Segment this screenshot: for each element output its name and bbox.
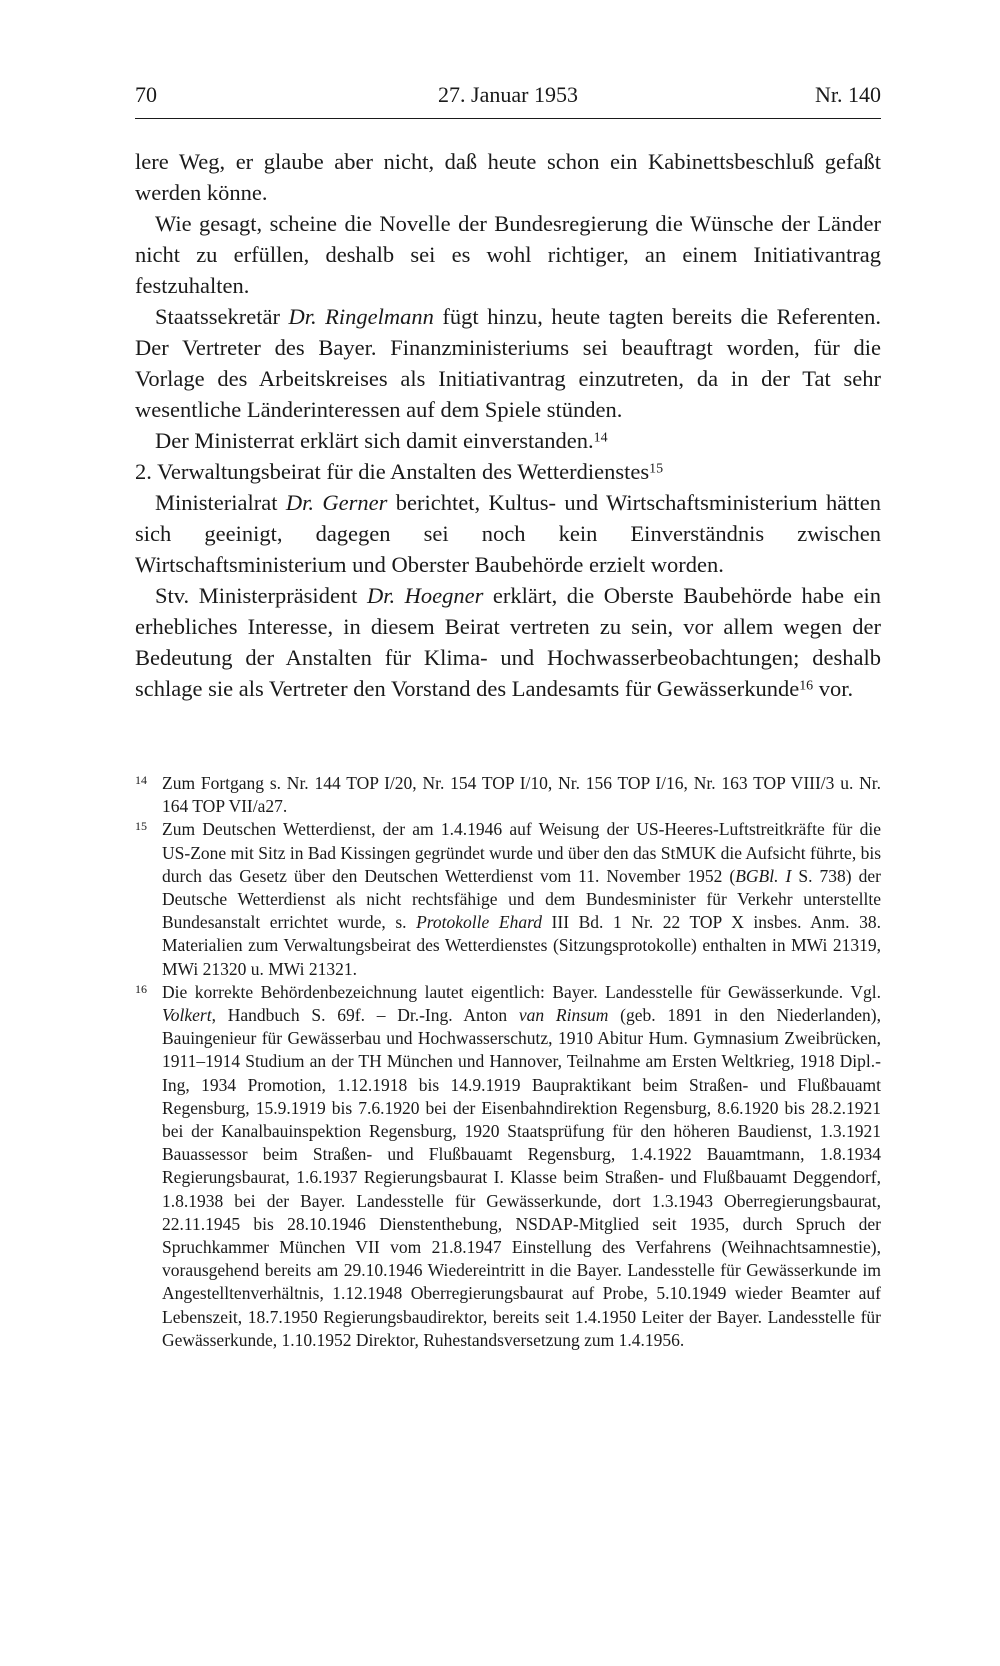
footnote-text: Zum Deutschen Wetterdienst, der am 1.4.1946 auf Weisung der US-Heeres-Luftstreitkräfte für die US-Zone mit Sitz in Bad Kissingen gegründet wurde und über den das StMUK die Aufsicht führte, bis durch das Gesetz über den Deutschen Wetterdienst vom 11. November 1952 (BGBl. I S. 738) der Deutsche Wetterdienst als nicht rechtsfähige und dem Bundesminister für Verkehr unterstellte Bundesanstalt errichtet wurde, s. Protokolle Ehard III Bd. 1 Nr. 22 TOP X insbes. Anm. 38. Materialien zum Verwaltungsbeirat des Wetterdienstes (Sitzungsprotokolle) enthalten in MWi 21319, MWi 21320 u. MWi 21321.	[162, 819, 881, 979]
header-date: 27. Januar 1953	[438, 82, 578, 107]
footnote-reference[interactable]: 16	[799, 678, 814, 694]
main-text	[135, 146, 881, 704]
paragraph: Stv. Ministerpräsident Dr. Hoegner erklärt, die Oberste Baubehörde habe ein erhebliches Interesse, in diesem Beirat vertreten zu sein, vor allem wegen der Bedeutung der Anstalten für Klima- und Hochwasserbeobachtungen; deshalb schlage sie als Vertreter den Vorstand des Landesamts für Gewässerkunde$^{16}$ vor.	[135, 583, 882, 701]
paragraph: lere Weg, er glaube aber nicht, daß heute schon ein Kabinettsbeschluß gefaßt werden könne.	[135, 149, 881, 205]
agenda-item-heading: 2. Verwaltungsbeirat für die Anstalten des Wetterdienstes$^{15}$	[135, 459, 664, 484]
page-number: 70	[135, 82, 157, 107]
paragraph: Staatssekretär Dr. Ringelmann fügt hinzu, heute tagten bereits die Referenten. Der Vertreter des Bayer. Finanzministeriums sei beauftragt worden, für die Vorlage des Arbeitskreises als Initiativantrag einzutreten, da in der Tat sehr wesentliche Länderinteressen auf dem Spiele stünden.	[135, 304, 881, 422]
footnotes	[135, 772, 881, 1352]
footnote-number: 15	[135, 819, 147, 834]
running-header	[135, 82, 881, 119]
speaker-name: Dr. Gerner	[285, 490, 388, 515]
document-number: Nr. 140	[815, 82, 881, 107]
footnote-reference[interactable]: 15	[649, 461, 664, 477]
footnote-number: 16	[135, 981, 147, 996]
paragraph: Der Ministerrat erklärt sich damit einverstanden.$^{14}$	[155, 428, 608, 453]
speaker-name: Dr. Ringelmann	[288, 304, 434, 329]
paragraph: Wie gesagt, scheine die Novelle der Bundesregierung die Wünsche der Länder nicht zu erfüllen, deshalb sei es wohl richtiger, an einem Initiativantrag festzuhalten.	[135, 211, 881, 298]
footnote-text: Die korrekte Behördenbezeichnung lautet eigentlich: Bayer. Landesstelle für Gewässerkunde. Vgl. Volkert, Handbuch S. 69f. – Dr.-Ing. Anton van Rinsum (geb. 1891 in den Niederlanden), Bauingenieur für Gewässerbau und Hochwasserschutz, 1910 Abitur Hum. Gymnasium Zweibrücken, 1911–1914 Studium an der TH München und Hannover, Teilnahme am Ersten Weltkrieg, 1918 Dipl.-Ing, 1934 Promotion, 1.12.1918 bis 14.9.1919 Baupraktikant beim Straßen- und Flußbauamt Regensburg, 15.9.1919 bis 7.6.1920 bei der Eisenbahndirektion Regensburg, 8.6.1920 bis 28.2.1921 bei der Kanalbauinspektion Regensburg, 1920 Staatsprüfung für den höheren Baudienst, 1.3.1921 Bauassessor beim Straßen- und Flußbauamt Regensburg, 1.4.1922 Bauamtmann, 1.8.1934 Regierungsbaurat, 1.6.1937 Regierungsbaurat I. Klasse beim Straßen- und Flußbauamt Deggendorf, 1.8.1938 bei der Bayer. Landesstelle für Gewässerkunde, dort 1.3.1943 Oberregierungsbaurat, 22.11.1945 bis 28.10.1946 Dienstenthebung, NSDAP-Mitglied seit 1935, durch Spruch der Spruchkammer München VII vom 21.8.1947 Einstellung des Verfahrens (Weihnachtsamnestie), vorausgehend bereits am 29.10.1946 Wiedereintritt in die Bayer. Landesstelle für Gewässerkunde im Angestelltenverhältnis, 1.12.1948 Oberregierungsbaurat auf Probe, 5.10.1949 wieder Beamter auf Lebenszeit, 18.7.1950 Regierungsbaudirektor, bereits seit 1.4.1950 Leiter der Bayer. Landesstelle für Gewässerkunde, 1.10.1952 Direktor, Ruhestandsversetzung zum 1.4.1956.	[162, 981, 881, 1350]
footnote-number: 14	[135, 773, 147, 787]
footnote-14	[135, 772, 881, 818]
footnote-reference[interactable]: 14	[593, 430, 608, 446]
footnote-15	[135, 818, 881, 980]
footnote-16	[135, 981, 881, 1352]
paragraph: Ministerialrat Dr. Gerner berichtet, Kultus- und Wirtschaftsministerium hätten sich geeinigt, dagegen sei noch kein Einverständnis zwischen Wirtschaftsministerium und Oberster Baubehörde erzielt worden.	[135, 490, 882, 577]
footnote-text: Zum Fortgang s. Nr. 144 TOP I/20, Nr. 154 TOP I/10, Nr. 156 TOP I/16, Nr. 163 TOP VIII/3 u. Nr. 164 TOP VII/a27.	[162, 773, 881, 817]
speaker-name: Dr. Hoegner	[366, 583, 484, 608]
